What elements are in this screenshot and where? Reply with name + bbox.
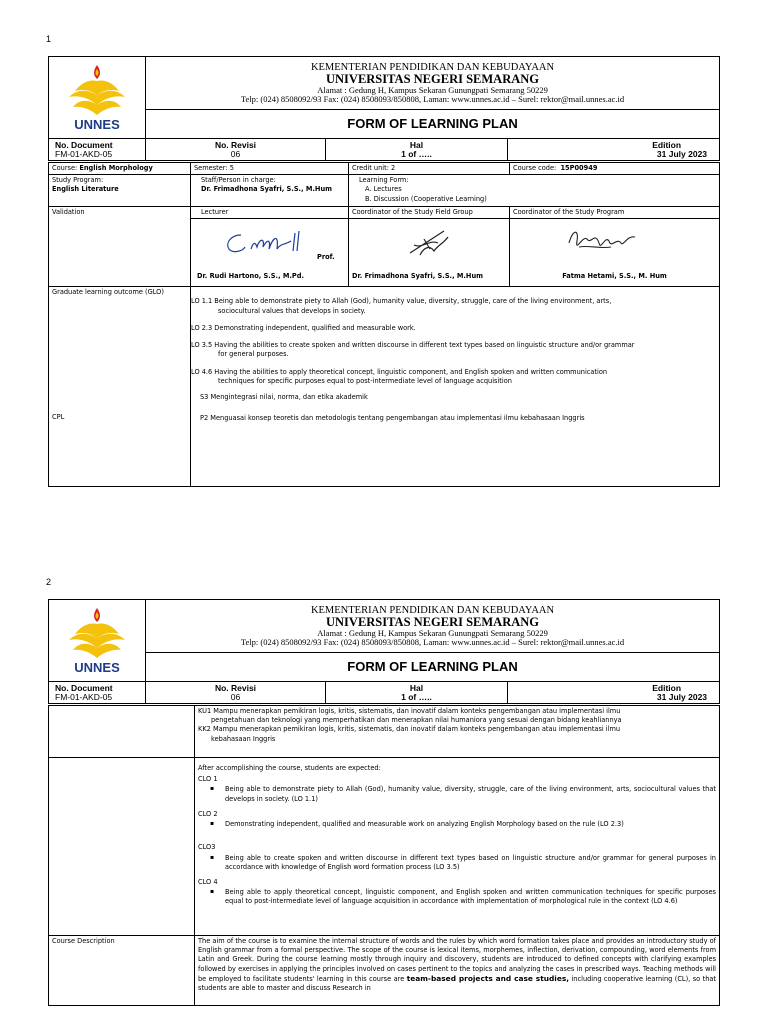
clo4-label: CLO 4 <box>198 877 218 886</box>
coord-field-name: Dr. Frimadhona Syafri, S.S., M.Hum <box>352 272 484 281</box>
ministry-name: KEMENTERIAN PENDIDIKAN DAN KEBUDAYAAN <box>310 604 555 616</box>
form-title: FORM OF LEARNING PLAN <box>146 652 720 681</box>
form-title: FORM OF LEARNING PLAN <box>146 109 720 138</box>
coord-field-signature-cell <box>349 219 510 287</box>
svg-text:UNNES: UNNES <box>74 117 120 132</box>
unnes-logo <box>49 600 146 682</box>
page-count-cell: Hal 1 of ….. <box>326 682 508 704</box>
address: Alamat : Gedung H, Kampus Sekaran Gunungpati Semarang 50229 <box>317 85 548 96</box>
coord-program-name: Fatma Hetami, S.S., M. Hum <box>562 272 667 281</box>
outcome-content-cell <box>191 287 720 487</box>
lecturer-signature-icon <box>221 227 311 257</box>
cpl-label: CPL <box>52 413 65 422</box>
document-header <box>48 599 720 704</box>
clo-intro: After accomplishing the course, students are expected: <box>198 764 381 772</box>
page-count-cell: Hal 1 of ….. <box>326 139 508 161</box>
study-program-cell: Study Program: English Literature <box>49 175 191 207</box>
lo-4-6: LO 4.6 Having the abilities to apply theoretical concept, linguistic component, and English spoken and written communication techniques for specific purposes equal to post-intermediate level of language acquisition <box>191 367 608 385</box>
page-number: 1 <box>46 34 52 44</box>
signature-prof-label: Prof. <box>317 253 335 262</box>
clo4-text: ▪ Being able to apply theoretical concept, linguistic component, and English spoken and written communication techniques for specific purposes equal to post-intermediate level of language acquisition in accordance with implementation of morphological rule in the context (LO 4.6) <box>198 888 716 906</box>
outcome-labels-cell <box>49 287 191 487</box>
lo-3-5: LO 3.5 Having the abilities to create spoken and written discourse in different text types based on linguistic structure and/or grammar for general purposes. <box>191 341 635 359</box>
clo3-label: CLO3 <box>198 843 216 852</box>
learning-plan-table-page1 <box>48 162 720 487</box>
address: Alamat : Gedung H, Kampus Sekaran Gunungpati Semarang 50229 <box>317 628 548 639</box>
learning-plan-table-page2 <box>48 705 720 1006</box>
course-cell: Course: English Morphology <box>49 163 191 175</box>
coord-program-signature-cell <box>510 219 720 287</box>
revision-cell: No. Revisi 06 <box>146 139 326 161</box>
lecturer-name: Dr. Rudi Hartono, S.S., M.Pd. <box>197 272 304 281</box>
clo2-text: ▪ Demonstrating independent, qualified and measurable work on analyzing English Morphology based on the rule (LO 2.3) <box>198 820 716 829</box>
cpl-label-cell <box>49 706 195 758</box>
clo2-label: CLO 2 <box>198 809 218 818</box>
ku1: KU1 Mampu menerapkan pemikiran logis, kritis, sistematis, dan inovatif dalam konteks pengembangan atau implementasi ilmu pengetahuan dan teknologi yang memperhatikan dan menerapkan nilai humaniora yang sesuai dengan bidang keahliannya <box>198 707 622 725</box>
page-number: 2 <box>46 577 52 587</box>
edition-cell: Edition 31 July 2023 <box>508 682 720 704</box>
cpl-s3: S3 Mengintegrasi nilai, norma, dan etika akademik <box>200 392 368 401</box>
ministry-name: KEMENTERIAN PENDIDIKAN DAN KEBUDAYAAN <box>310 61 555 73</box>
revision-cell: No. Revisi 06 <box>146 682 326 704</box>
staff-cell: Staff/Person in charge: Dr. Frimadhona Syafri, S.S., M.Hum <box>191 175 349 207</box>
lecturer-signature-cell <box>191 219 349 287</box>
clo1-text: ▪ Being able to demonstrate piety to Allah (God), humanity value, diversity, struggle, care of the living environment, arts, sociocultural values that develops in society. (LO 1.1) <box>198 785 716 803</box>
clo3-text: ▪ Being able to create spoken and written discourse in different text types based on linguistic structure and/or grammar for general purposes in accordance with knowledge of English word formation process (LO 3.5) <box>198 854 716 872</box>
credit-cell: Credit unit: 2 <box>349 163 510 175</box>
coord-program-label: Coordinator of the Study Program <box>510 207 720 219</box>
lo-2-3: LO 2.3 Demonstrating independent, qualified and measurable work. <box>191 323 416 332</box>
clo1-label: CLO 1 <box>198 775 218 784</box>
unnes-logo-icon <box>59 57 135 133</box>
learning-form-cell: Learning Form: A. Lectures B. Discussion (Cooperative Learning) <box>349 175 720 207</box>
doc-number-cell: No. Document FM-01-AKD-05 <box>49 682 146 704</box>
cpl-p2: P2 Menguasai konsep teoretis dan metodologis tentang pengembangan atau implementasi ilmu kebahasaan Inggris <box>200 414 585 423</box>
university-name: UNIVERSITAS NEGERI SEMARANG <box>326 71 540 86</box>
university-name: UNIVERSITAS NEGERI SEMARANG <box>326 614 540 629</box>
edition-cell: Edition 31 July 2023 <box>508 139 720 161</box>
contact: Telp: (024) 8508092/93 Fax: (024) 8508093/850808, Laman: www.unnes.ac.id – Surel: rektor@mail.unnes.ac.id <box>240 94 625 105</box>
coord-program-signature-icon <box>565 225 645 261</box>
document-header <box>48 56 720 161</box>
clo-label-cell <box>49 758 195 936</box>
glo-label: Graduate learning outcome (GLO) <box>52 288 164 297</box>
course-code-cell: Course code: 15P00949 <box>510 163 720 175</box>
coord-field-signature-icon <box>404 225 454 259</box>
lo-1-1: LO 1.1 Being able to demonstrate piety to Allah (God), humanity value, diversity, struggle, care of the living environment, arts, sociocultural values that develops in society. <box>191 297 612 315</box>
lecturer-label: Lecturer <box>191 207 349 219</box>
semester-cell: Semester: 5 <box>191 163 349 175</box>
clo-content-cell <box>195 758 720 936</box>
contact: Telp: (024) 8508092/93 Fax: (024) 8508093/850808, Laman: www.unnes.ac.id – Surel: rektor@mail.unnes.ac.id <box>240 637 625 648</box>
course-description-text: The aim of the course is to examine the internal structure of words and the rules by which word formation takes place and provides an introductory study of English grammar from a formal perspective. The scope of the course is lexical items, morphemes, inflection, derivation, compounding, word elements from Latin and Greek. During the course learning mostly through inquiry and discovery, students are introduced to defined concepts with clarifying examples followed by exercises in applying the principles involved on cases pertinent to the topics and analyzing the cases in prescribed ways. Teaching methods will be employed to facilitate students' learning in this course are team-based projects and case studies, including cooperative learning (CL), so that students are able to master and discuss Research in <box>195 936 720 1006</box>
institution-block <box>146 600 720 653</box>
unnes-logo <box>49 57 146 139</box>
doc-number-cell: No. Document FM-01-AKD-05 <box>49 139 146 161</box>
institution-block <box>146 57 720 110</box>
unnes-logo-icon <box>59 600 135 676</box>
svg-text:UNNES: UNNES <box>74 660 120 675</box>
coord-field-label: Coordinator of the Study Field Group <box>349 207 510 219</box>
cpl-ku-kk-cell <box>195 706 720 758</box>
kk2: KK2 Mampu menerapkan pemikiran logis, kritis, sistematis, dan inovatif dalam konteks pengembangan atau implementasi ilmu kebahasaan Inggris <box>198 725 621 743</box>
validation-label: Validation <box>49 207 191 287</box>
course-description-label: Course Description <box>49 936 195 1006</box>
